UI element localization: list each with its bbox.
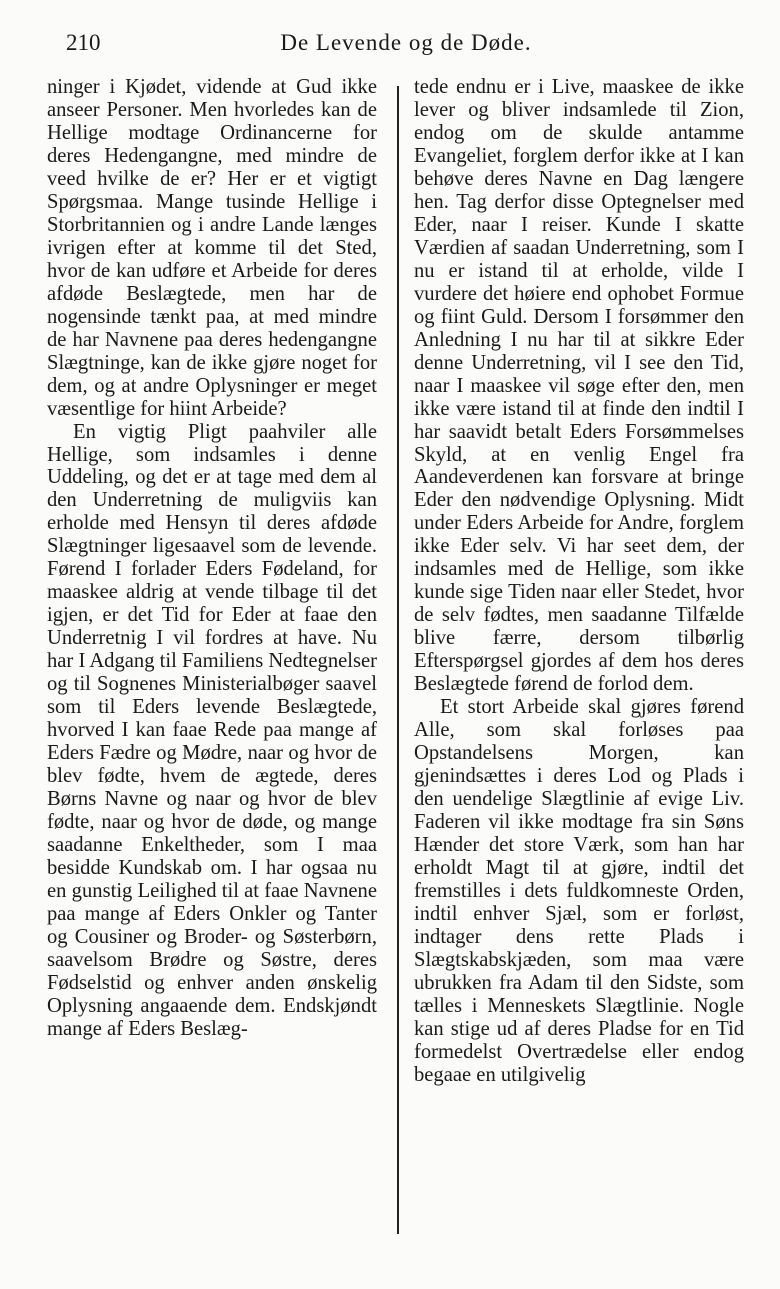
paragraph: tede endnu er i Live, maaskee de ikke lever og bliver indsamlede til Zion, endog om de skulde antamme Evangeliet, forglem derfor ikke at I kan behøve deres Navne en Dag længere hen. Tag derfor disse Optegnelser med Eder, naar I reiser. Kunde I skatte Værdien af saadan Underretning, som I nu er istand til at erholde, vilde I vurdere det høiere end ophobet Formue og fiint Guld. Dersom I forsømmer den Anledning I nu har til at sikkre Eder denne Underretning, vil I see den Tid, naar I maaskee vil søge efter den, men ikke være istand til at finde den indtil I har saavidt betalt Eders Forsømmelses Skyld, at en venlig Engel fra Aandeverdenen kan forsvare at bringe Eder den nødvendige Oplysning. Midt under Eders Arbeide for Andre, forglem ikke Eder selv. Vi har seet dem, der indsamles med de Hellige, som ikke kunde sige Tiden naar eller Stedet, hvor de selv fødtes, men saadanne Tilfælde blive færre, dersom tilbørlig Efterspørgsel gjordes af dem hos deres Beslægtede førend de forlod dem. <box>414 76 744 696</box>
page-header <box>66 30 746 64</box>
column-divider <box>397 86 399 1234</box>
running-title: De Levende og de Døde. <box>280 30 532 55</box>
paragraph: En vigtig Pligt paahviler alle Hellige, som indsamles i denne Uddeling, og det er at tage med dem al den Underretning de muligviis kan erholde med Hensyn til deres afdøde Slægtninger ligesaavel som de levende. Førend I forlader Eders Fødeland, for maaskee aldrig at vende tilbage til det igjen, er det Tid for Eder at faae den Underretnig I vil fordres at have. Nu har I Adgang til Familiens Nedtegnelser og til Sognenes Ministerialbøger saavel som til Eders levende Beslægtede, hvorved I kan faae Rede paa mange af Eders Fædre og Mødre, naar og hvor de blev fødte, hvem de ægtede, deres Børns Navne og naar og hvor de blev fødte, naar og hvor de døde, og mange saadanne Enkeltheder, som I maa besidde Kundskab om. I har ogsaa nu en gunstig Leilighed til at faae Navnene paa mange af Eders Onkler og Tanter og Cousiner og Broder- og Søsterbørn, saavelsom Brødre og Søstre, deres Fødselstid og enhver anden ønskelig Oplysning angaaende dem. Endskjøndt mange af Eders Beslæg- <box>47 420 377 1040</box>
paragraph: Et stort Arbeide skal gjøres førend Alle, som skal forløses paa Opstandelsens Morgen, kan gjenindsættes i deres Lod og Plads i den uendelige Slægtlinie af evige Liv. Faderen vil ikke modtage fra sin Søns Hænder det store Værk, som han har erholdt Magt til at gjøre, indtil det fremstilles i dets fuldkomneste Orden, indtil enhver Sjæl, som er forløst, indtager dens rette Plads i Slægtskabskjæden, som maa være ubrukken fra Adam til den Sidste, som tælles i Menneskets Slægtlinie. Nogle kan stige ud af deres Pladse for en Tid formedelst Overtrædelse eller endog begaae en utilgivelig <box>414 696 744 1086</box>
left-column <box>47 76 377 1041</box>
paragraph: ninger i Kjødet, vidende at Gud ikke anseer Personer. Men hvorledes kan de Hellige modtage Ordinancerne for deres Hedengangne, med mindre de veed hvilke de er? Her er et vigtigt Spørgsmaa. Mange tusinde Hellige i Storbritannien og i andre Lande længes ivrigen efter at komme til det Sted, hvor de kan udføre et Arbeide for deres afdøde Beslægtede, men har de nogensinde tænkt paa, at med mindre de har Navnene paa deres hedengangne Slægtninge, kan de ikke gjøre noget for dem, og at andre Oplysninger er meget væsentlige for hiint Arbeide? <box>47 76 377 420</box>
right-column <box>414 76 744 1087</box>
page-number: 210 <box>66 30 101 55</box>
